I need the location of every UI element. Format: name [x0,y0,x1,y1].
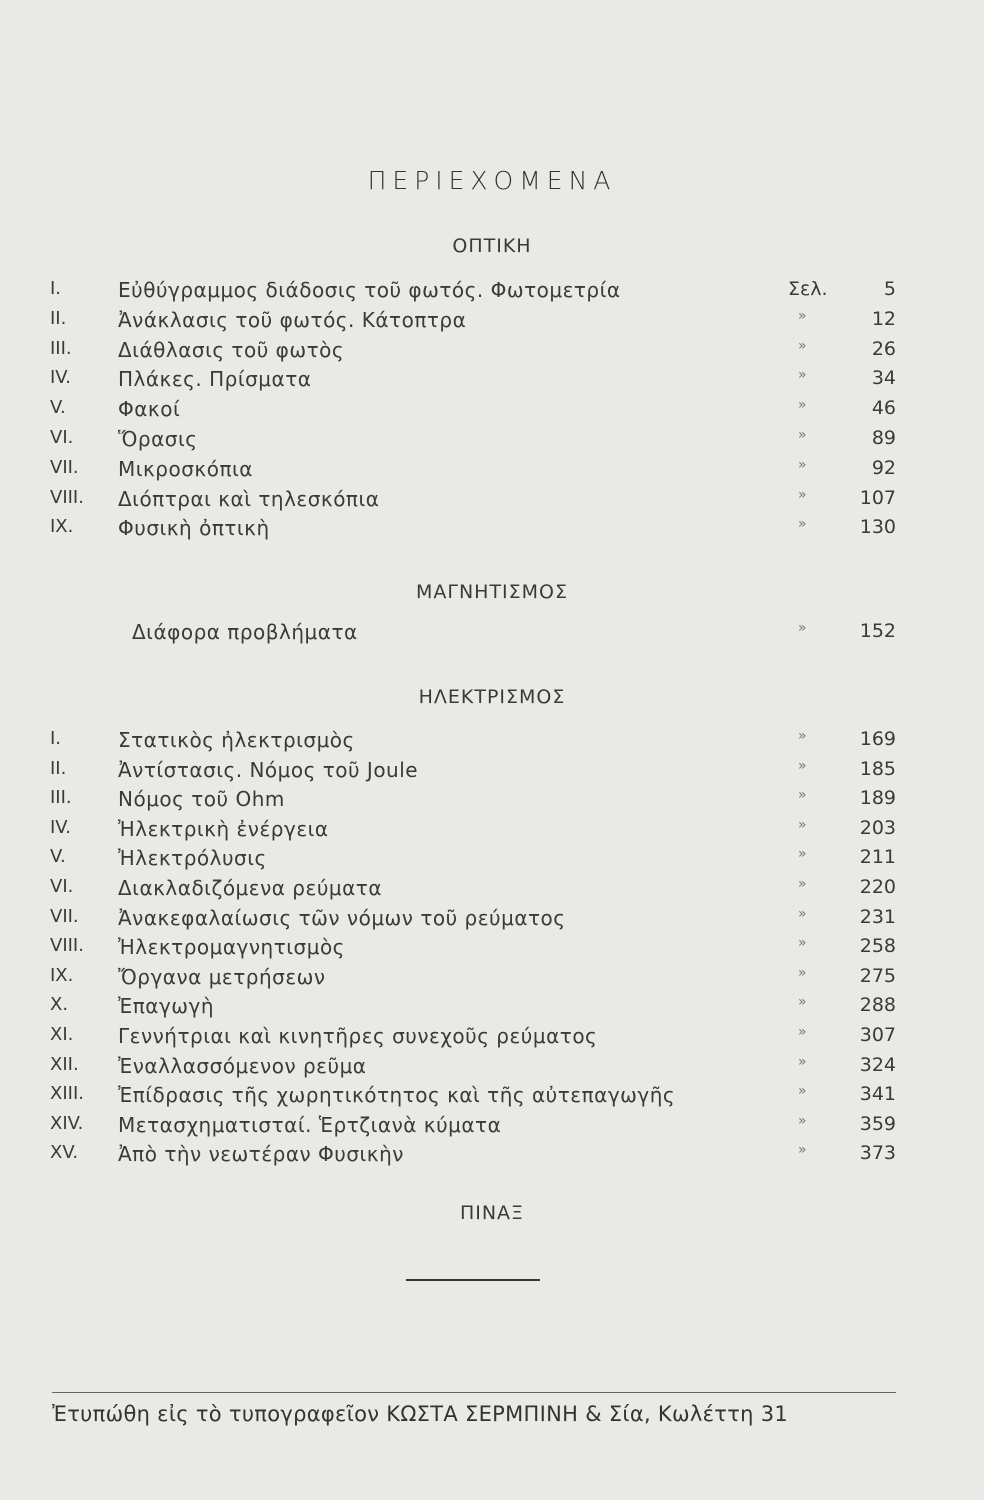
chapter-title: Διάθλασις τοῦ φωτὸς [118,337,345,362]
page-number: 130 [859,516,896,539]
chapter-number: VIII. [50,486,84,508]
page-number: 211 [859,846,896,869]
chapter-number: V. [50,846,66,868]
chapter-title: Ἐπίδρασις τῆς χωρητικότητος καὶ τῆς αὐτεπαγωγῆς [118,1083,676,1108]
ditto-mark: » [798,486,807,503]
ditto-mark: » [798,1083,807,1100]
toc-row [0,338,984,368]
toc-row [0,457,984,487]
toc-row [0,846,984,876]
ditto-mark: » [798,620,807,636]
chapter-number: XI. [50,1024,74,1045]
toc-row [0,728,984,758]
chapter-number: III. [50,787,72,809]
ditto-mark: » [798,846,807,863]
chapter-title: Ἠλεκτρικὴ ἐνέργεια [118,816,329,841]
chapter-title: Στατικὸς ἠλεκτρισμὸς [118,728,355,752]
chapter-title: Ἀνάκλασις τοῦ φωτός. Κάτοπτρα [118,307,467,332]
page-number: 258 [859,935,896,958]
footer-divider [52,1392,896,1393]
page-number: 185 [859,757,896,780]
chapter-title: Μετασχηματισταί. Ἑρτζιανὰ κύματα [118,1112,502,1137]
page-number: 275 [859,964,896,987]
chapter-title: Ἐπαγωγὴ [118,994,215,1019]
chapter-number: II. [50,307,67,329]
page-number: 92 [871,456,896,479]
section-heading-magnetism: ΜΑΓΝΗΤΙΣΜΟΣ [415,581,569,603]
chapter-number: VII. [50,905,79,927]
page-number: 46 [871,397,896,420]
chapter-title: Ἐναλλασσόμενον ρεῦμα [118,1053,367,1078]
page-number: 26 [871,337,896,360]
page-number: 34 [871,367,896,390]
ditto-mark: » [798,1053,807,1070]
toc-row [0,367,984,397]
chapter-number: IX. [50,516,74,538]
toc-row [0,278,984,308]
toc-row [0,487,984,517]
chapter-title: Ἀνακεφαλαίωσις τῶν νόμων τοῦ ρεύματος [118,905,566,930]
chapter-title: Ἠλεκτρομαγνητισμὸς [118,935,345,960]
ditto-mark: » [798,964,807,981]
chapter-number: XIV. [50,1112,84,1134]
chapter-number: XII. [50,1053,79,1075]
chapter-number: XV. [50,1142,79,1164]
chapter-number: X. [50,994,69,1016]
page-number: 324 [859,1053,896,1076]
chapter-number: I. [50,278,62,299]
chapter-number: VI. [50,876,74,897]
toc-row [0,906,984,936]
page-number: 12 [871,307,896,330]
toc-row [0,397,984,427]
chapter-number: IV. [50,367,72,389]
ditto-mark: » [798,876,807,892]
page-number: 231 [859,905,896,928]
chapter-title: Φυσικὴ ὀπτικὴ [118,516,270,541]
chapter-title: Πλάκες. Πρίσματα [118,367,312,392]
chapter-title: Διακλαδιζόμενα ρεύματα [118,876,383,900]
chapter-number: I. [50,728,62,749]
chapter-number: VIII. [50,935,84,957]
section-heading-electricity: ΗΛΕΚΤΡΙΣΜΟΣ [418,686,566,708]
chapter-title: Ἀπὸ τὴν νεωτέραν Φυσικὴν [118,1142,404,1167]
chapter-title: Διάφορα προβλήματα [132,620,358,644]
toc-row [0,994,984,1024]
page-number: 189 [859,787,896,810]
chapter-title: Φακοί [118,397,181,422]
chapter-title: Ἀντίστασις. Νόμος τοῦ Joule [118,757,419,782]
chapter-number: XIII. [50,1083,84,1105]
toc-row [0,308,984,338]
toc-row [0,427,984,457]
page-number: 359 [859,1112,896,1135]
ditto-mark: » [798,1024,807,1040]
ditto-mark: » [798,728,807,744]
page-number: 203 [859,816,896,839]
ditto-mark: » [798,516,807,533]
toc-row [0,1024,984,1054]
chapter-number: IV. [50,816,72,838]
ditto-mark: » [798,787,807,804]
printer-footer: Ἐτυπώθη εἰς τὸ τυπογραφεῖον ΚΩΣΤΑ ΣΕΡΜΠΙΝΗ & Σία, Κωλέττη 31 [52,1402,789,1426]
toc-row [0,787,984,817]
page-number: 341 [859,1083,896,1106]
page-number: 220 [859,876,896,898]
toc-row [0,1142,984,1172]
chapter-title: Μικροσκόπια [118,456,253,481]
toc-row [0,965,984,995]
short-divider [406,1279,540,1281]
page-number: 169 [859,728,896,750]
page-number: 373 [859,1142,896,1165]
chapter-number: III. [50,337,72,359]
page-number: 152 [859,620,896,642]
page-number: 307 [859,1024,896,1046]
section-heading-optics: ΟΠΤΙΚΗ [452,235,532,257]
ditto-mark: » [798,337,807,354]
toc-row [0,876,984,906]
chapter-number: II. [50,757,67,779]
toc-row [0,758,984,788]
page-number: 89 [871,427,896,449]
toc-row [0,1054,984,1084]
chapter-title: Ἠλεκτρόλυσις [118,846,267,871]
chapter-title: Ὅρασις [118,427,198,451]
chapter-title: Νόμος τοῦ Ohm [118,787,285,812]
ditto-mark: » [798,1112,807,1129]
toc-row [0,1083,984,1113]
ditto-mark: » [798,367,807,384]
toc-row [0,516,984,546]
page-number: 107 [859,486,896,509]
ditto-mark: » [798,397,807,414]
page-label: Σελ. [788,278,828,300]
ditto-mark: » [798,935,807,952]
ditto-mark: » [798,905,807,922]
ditto-mark: » [798,307,807,324]
ditto-mark: » [798,994,807,1011]
toc-row [0,817,984,847]
toc-row [0,1113,984,1143]
page-title: ΠΕΡΙΕΧΟΜΕΝΑ [367,166,617,195]
page-number: 5 [883,278,896,300]
chapter-number: VII. [50,456,79,478]
ditto-mark: » [798,427,807,443]
chapter-number: VI. [50,427,74,448]
toc-row [0,620,984,650]
ditto-mark: » [798,1142,807,1159]
chapter-title: Διόπτραι καὶ τηλεσκόπια [118,486,380,511]
page-number: 288 [859,994,896,1017]
ditto-mark: » [798,757,807,774]
ditto-mark: » [798,456,807,473]
toc-row [0,935,984,965]
section-heading-table: ΠΙΝΑΞ [459,1202,525,1224]
chapter-title: Γεννήτριαι καὶ κινητῆρες συνεχοῦς ρεύματος [118,1024,598,1048]
chapter-title: Εὐθύγραμμος διάδοσις τοῦ φωτός. Φωτομετρία [118,278,621,302]
ditto-mark: » [798,816,807,833]
chapter-number: IX. [50,964,74,986]
chapter-number: V. [50,397,66,419]
chapter-title: Ὄργανα μετρήσεων [118,964,326,989]
